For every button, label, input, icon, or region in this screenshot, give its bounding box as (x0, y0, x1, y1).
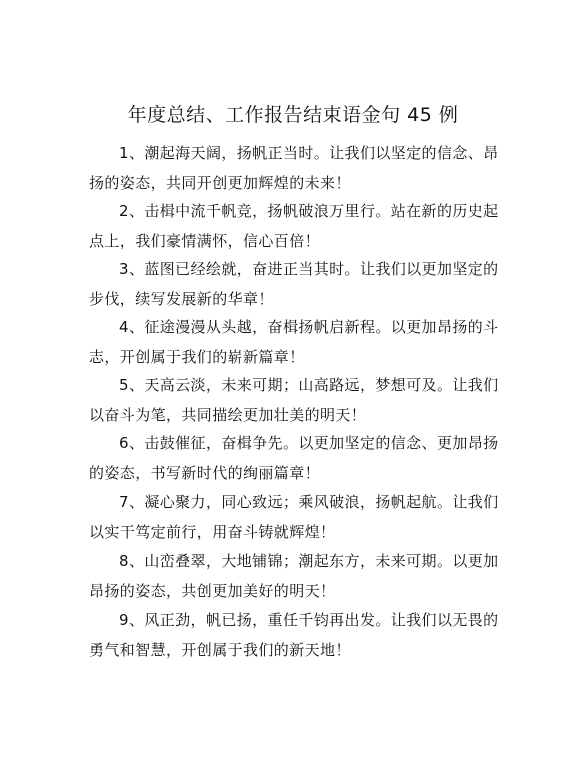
list-item: 3、蓝图已经绘就，奋进正当其时。让我们以更加坚定的步伐，续写发展新的华章！ (89, 260, 499, 308)
list-item: 9、风正劲，帆已扬，重任千钧再出发。让我们以无畏的勇气和智慧，开创属于我们的新天地！ (89, 611, 499, 659)
list-item: 6、击鼓催征，奋楫争先。以更加坚定的信念、更加昂扬的姿态，书写新时代的绚丽篇章！ (89, 434, 499, 482)
list-item: 7、凝心聚力，同心致远；乘风破浪，扬帆起航。让我们以实干笃定前行，用奋斗铸就辉煌！ (89, 493, 499, 541)
list-item: 8、山峦叠翠，大地铺锦；潮起东方，未来可期。以更加昂扬的姿态，共创更加美好的明天！ (89, 552, 499, 600)
list-item: 4、征途漫漫从头越，奋楫扬帆启新程。以更加昂扬的斗志，开创属于我们的崭新篇章！ (89, 318, 499, 366)
list-item: 5、天高云淡，未来可期；山高路远，梦想可及。让我们以奋斗为笔，共同描绘更加壮美的明天！ (89, 376, 499, 424)
list-item: 1、潮起海天阔，扬帆正当时。让我们以坚定的信念、昂扬的姿态，共同开创更加辉煌的未来！ (89, 144, 499, 192)
document-title: 年度总结、工作报告结束语金句 45 例 (127, 104, 459, 126)
list-item: 2、击楫中流千帆竞，扬帆破浪万里行。站在新的历史起点上，我们豪情满怀，信心百倍！ (89, 202, 499, 250)
